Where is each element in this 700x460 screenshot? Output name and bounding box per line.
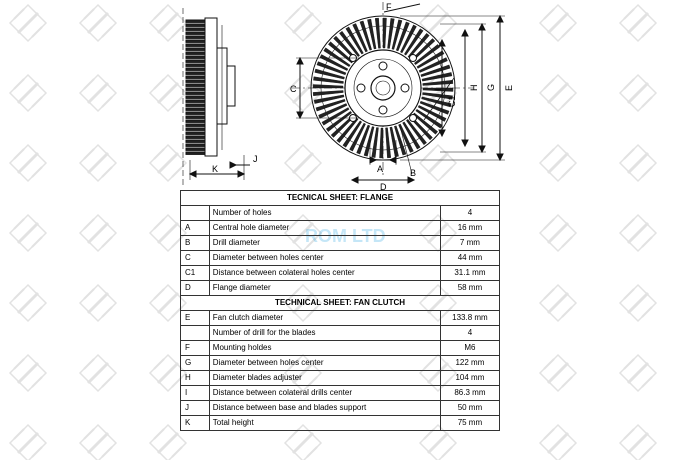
- table-row: [181, 206, 500, 221]
- label-j: J: [253, 154, 258, 164]
- side-fin: [186, 112, 205, 114]
- mount-hole: [410, 115, 417, 122]
- row-code: I: [181, 386, 210, 401]
- bolt-hole: [357, 84, 365, 92]
- fin: [380, 128, 384, 158]
- side-fin: [186, 144, 205, 146]
- nrf-stamp: [620, 215, 656, 251]
- row-description: Distance between colateral holes center: [209, 266, 440, 281]
- fin: [313, 91, 343, 96]
- row-value: 4: [440, 206, 499, 221]
- side-fin: [186, 20, 205, 22]
- side-view: [183, 8, 250, 185]
- row-code: [181, 326, 210, 341]
- label-e: E: [504, 84, 514, 91]
- table-row: [181, 401, 500, 416]
- row-value: 133.8 mm: [440, 311, 499, 326]
- row-code: B: [181, 236, 210, 251]
- row-value: 16 mm: [440, 221, 499, 236]
- row-code: C1: [181, 266, 210, 281]
- nrf-stamp: [620, 355, 656, 391]
- watermark-text: ROM LTD: [305, 226, 386, 246]
- side-fin: [186, 68, 205, 70]
- table-row: [181, 236, 500, 251]
- side-fin: [186, 116, 205, 118]
- mount-hole: [410, 55, 417, 62]
- row-value: 122 mm: [440, 356, 499, 371]
- side-fin: [186, 32, 205, 34]
- fin: [313, 85, 343, 89]
- row-description: Central hole diameter: [209, 221, 440, 236]
- table-row: [181, 221, 500, 236]
- nrf-stamp: [540, 425, 576, 460]
- table-row: [181, 416, 500, 431]
- side-fin: [186, 24, 205, 26]
- nrf-stamp: [80, 355, 116, 391]
- row-code: [181, 206, 210, 221]
- side-fin: [186, 60, 205, 62]
- front-view: [292, 2, 505, 183]
- label-d: D: [380, 182, 387, 190]
- nrf-stamp: [80, 425, 116, 460]
- nrf-stamp: [540, 285, 576, 321]
- row-description: Diameter between holes center: [209, 251, 440, 266]
- fin: [423, 80, 453, 85]
- side-fin: [186, 80, 205, 82]
- side-fin: [186, 72, 205, 74]
- label-i: I: [433, 88, 443, 91]
- side-fin: [186, 40, 205, 42]
- fin: [375, 18, 380, 48]
- row-value: 58 mm: [440, 281, 499, 296]
- spec-table: [180, 190, 500, 431]
- side-fin: [186, 108, 205, 110]
- flange-section-title-text: TECNICAL SHEET: FLANGE: [181, 191, 500, 206]
- side-fin: [186, 124, 205, 126]
- row-code: A: [181, 221, 210, 236]
- label-c1: C1: [447, 95, 457, 107]
- side-fin: [186, 120, 205, 122]
- nrf-stamp: [540, 355, 576, 391]
- side-fin: [186, 28, 205, 30]
- side-fin: [186, 140, 205, 142]
- row-value: 75 mm: [440, 416, 499, 431]
- label-g: G: [486, 83, 496, 91]
- row-description: Mounting holdes: [209, 341, 440, 356]
- table-row: [181, 371, 500, 386]
- row-code: J: [181, 401, 210, 416]
- row-code: C: [181, 251, 210, 266]
- side-fin: [186, 148, 205, 150]
- row-description: Flange diameter: [209, 281, 440, 296]
- spec-table-body: [181, 191, 500, 431]
- side-fin: [186, 84, 205, 86]
- row-value: 4: [440, 326, 499, 341]
- side-fin: [186, 132, 205, 134]
- fin: [383, 18, 387, 48]
- row-code: D: [181, 281, 210, 296]
- row-code: G: [181, 356, 210, 371]
- bolt-hole: [379, 106, 387, 114]
- label-k: K: [212, 164, 219, 174]
- nrf-stamp: [80, 215, 116, 251]
- side-fin: [186, 136, 205, 138]
- row-description: Drill diameter: [209, 236, 440, 251]
- side-fin: [186, 128, 205, 130]
- row-description: Diameter blades adjuster: [209, 371, 440, 386]
- fan-clutch-section-title-text: TECHNICAL SHEET: FAN CLUTCH: [181, 296, 500, 311]
- table-row: [181, 281, 500, 296]
- bolt-hole: [379, 62, 387, 70]
- row-value: 31.1 mm: [440, 266, 499, 281]
- table-row: [181, 251, 500, 266]
- side-fin: [186, 152, 205, 154]
- side-fin: [186, 36, 205, 38]
- side-fin: [186, 52, 205, 54]
- side-fin: [186, 100, 205, 102]
- row-value: 7 mm: [440, 236, 499, 251]
- table-row: [181, 386, 500, 401]
- side-fin: [186, 56, 205, 58]
- side-fin: [186, 76, 205, 78]
- label-a: A: [377, 164, 384, 174]
- nrf-stamp: [540, 215, 576, 251]
- row-code: H: [181, 371, 210, 386]
- label-h: H: [469, 84, 479, 91]
- row-code: E: [181, 311, 210, 326]
- technical-drawing: [0, 0, 700, 190]
- table-row: [181, 326, 500, 341]
- row-code: K: [181, 416, 210, 431]
- fin: [386, 128, 391, 158]
- flange-section-title: [181, 191, 500, 206]
- table-row: [181, 341, 500, 356]
- row-description: Diameter between holes center: [209, 356, 440, 371]
- side-fin: [186, 104, 205, 106]
- side-fin: [186, 96, 205, 98]
- nrf-stamp: [80, 285, 116, 321]
- side-fin: [186, 64, 205, 66]
- label-c: C: [290, 84, 297, 94]
- side-fins: [186, 20, 205, 154]
- row-value: 104 mm: [440, 371, 499, 386]
- bolt-hole: [401, 84, 409, 92]
- side-fin: [186, 88, 205, 90]
- nrf-stamp: [10, 355, 46, 391]
- side-fin: [186, 48, 205, 50]
- side-fin: [186, 92, 205, 94]
- table-row: [181, 266, 500, 281]
- side-fin: [186, 44, 205, 46]
- row-description: Distance between base and blades support: [209, 401, 440, 416]
- fan-clutch-section-title: [181, 296, 500, 311]
- label-b: B: [410, 168, 417, 178]
- nrf-stamp: [10, 285, 46, 321]
- nrf-stamp: [620, 425, 656, 460]
- nrf-stamp: [10, 215, 46, 251]
- row-description: Number of drill for the blades: [209, 326, 440, 341]
- row-value: M6: [440, 341, 499, 356]
- row-value: 86.3 mm: [440, 386, 499, 401]
- nrf-stamp: [620, 285, 656, 321]
- row-code: F: [181, 341, 210, 356]
- nrf-stamp: [10, 425, 46, 460]
- table-row: [181, 311, 500, 326]
- row-description: Total height: [209, 416, 440, 431]
- row-description: Number of holes: [209, 206, 440, 221]
- row-description: Fan clutch diameter: [209, 311, 440, 326]
- row-description: Distance between colateral drills center: [209, 386, 440, 401]
- row-value: 50 mm: [440, 401, 499, 416]
- table-row: [181, 356, 500, 371]
- label-f: F: [386, 2, 392, 12]
- row-value: 44 mm: [440, 251, 499, 266]
